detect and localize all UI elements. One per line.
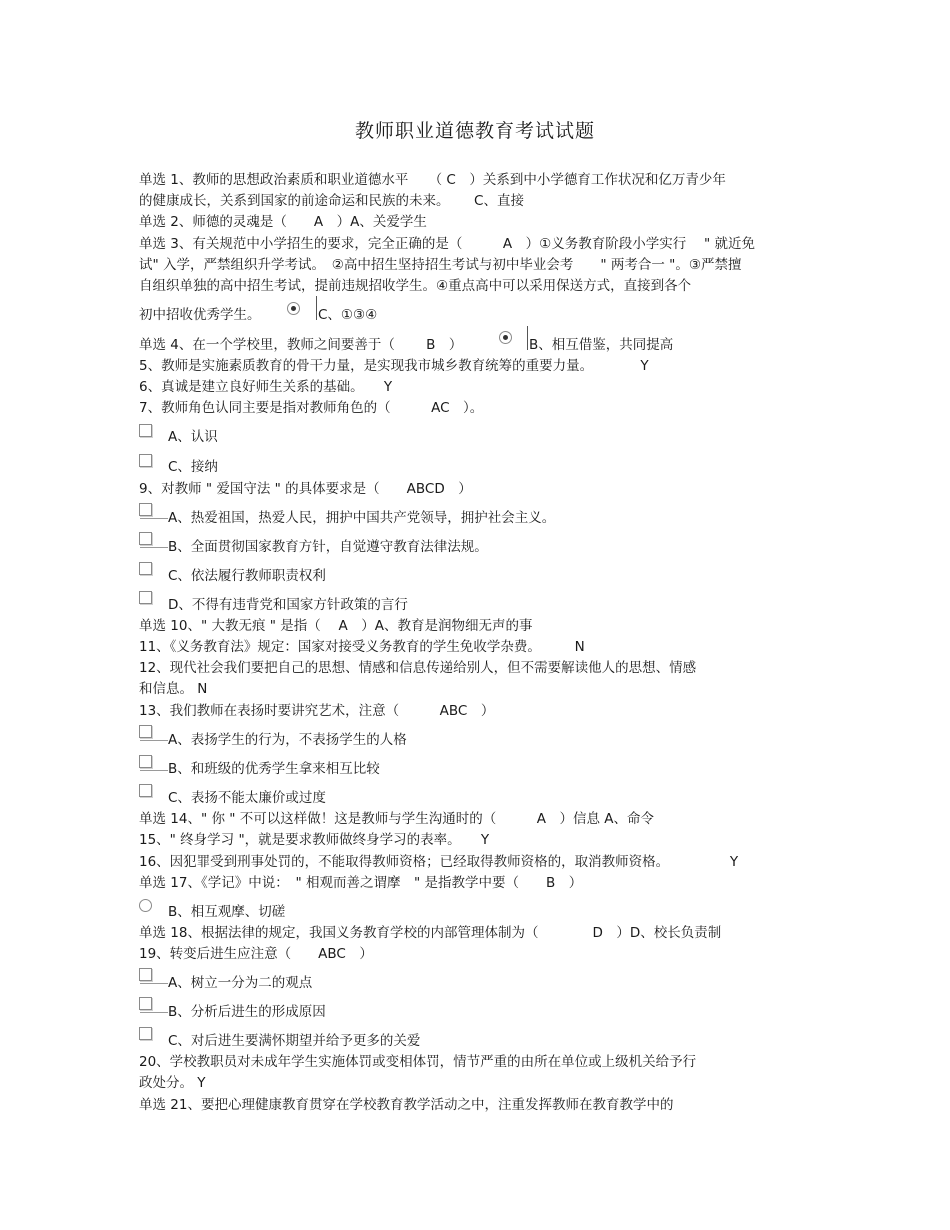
question-19: 19、转变后进生应注意（ ABC ） xyxy=(139,946,373,962)
divider xyxy=(527,326,528,350)
question-15: 15、" 终身学习 "，就是要求教师做终身学习的表率。 Y xyxy=(139,832,490,848)
radio-dot-icon xyxy=(503,335,508,340)
checkbox-icon[interactable] xyxy=(139,1027,152,1040)
question-21: 单选 21、要把心理健康教育贯穿在学校教育教学活动之中，注重发挥教师在教育教学中的 xyxy=(139,1097,674,1113)
checkbox-icon[interactable] xyxy=(139,968,152,981)
option-7a: A、认识 xyxy=(168,429,218,445)
question-3-line-2: 试" 入学，严禁组织升学考试。 ②高中招生坚持招生考试与初中毕业会考 " 两考合一 "。③严禁擅 xyxy=(139,257,742,273)
radio-button-icon[interactable] xyxy=(499,331,512,344)
question-5: 5、教师是实施素质教育的骨干力量，是实现我市城乡教育统筹的重要力量。 Y xyxy=(139,358,649,374)
checkbox-icon[interactable] xyxy=(139,591,152,604)
option-13a: A、表扬学生的行为，不表扬学生的人格 xyxy=(168,732,407,748)
option-13b: B、和班级的优秀学生拿来相互比较 xyxy=(168,761,380,777)
question-10: 单选 10、" 大教无痕 " 是指（ A ）A、教育是润物细无声的事 xyxy=(139,618,533,634)
checkbox-icon[interactable] xyxy=(139,784,152,797)
question-3-line-4: 初中招收优秀学生。 xyxy=(139,307,261,323)
question-16: 16、因犯罪受到刑事处罚的，不能取得教师资格；已经取得教师资格的，取消教师资格。 Y xyxy=(139,854,739,870)
question-3-line-3: 自组织单独的高中招生考试，提前违规招收学生。④重点高中可以采用保送方式，直接到各个 xyxy=(139,278,692,294)
option-19b: B、分析后进生的形成原因 xyxy=(168,1004,326,1020)
question-20-line-1: 20、学校教职员对未成年学生实施体罚或变相体罚，情节严重的由所在单位或上级机关给予行 xyxy=(139,1054,697,1070)
question-9: 9、对教师 " 爱国守法 " 的具体要求是（ ABCD ） xyxy=(139,481,472,497)
radio-button-icon[interactable] xyxy=(139,899,152,912)
question-3-line-1: 单选 3、有关规范中小学招生的要求，完全正确的是（ A ）①义务教育阶段小学实行 " 就近免 xyxy=(139,236,756,252)
radio-dot-icon xyxy=(291,306,296,311)
divider xyxy=(316,296,317,320)
question-12-line-1: 12、现代社会我们要把自己的思想、情感和信息传递给别人，但不需要解读他人的思想、情感 xyxy=(139,660,697,676)
checkbox-icon[interactable] xyxy=(139,562,152,575)
option-9c: C、依法履行教师职责权利 xyxy=(168,568,326,584)
radio-button-icon[interactable] xyxy=(287,302,300,315)
question-20-line-2: 政处分。 Y xyxy=(139,1075,206,1091)
option-7c: C、接纳 xyxy=(168,459,218,475)
option-9d: D、不得有违背党和国家方针政策的言行 xyxy=(168,597,408,613)
checkbox-icon[interactable] xyxy=(139,755,152,768)
question-12-line-2: 和信息。 N xyxy=(139,681,208,697)
checkbox-icon[interactable] xyxy=(139,424,152,437)
question-4-answer: B、相互借鉴，共同提高 xyxy=(529,337,674,353)
question-13: 13、我们教师在表扬时要讲究艺术，注意（ ABC ） xyxy=(139,703,495,719)
question-6: 6、真诚是建立良好师生关系的基础。 Y xyxy=(139,379,393,395)
option-19a: A、树立一分为二的观点 xyxy=(168,975,313,991)
checkbox-icon[interactable] xyxy=(139,454,152,467)
checkbox-icon[interactable] xyxy=(139,532,152,545)
question-17: 单选 17、《学记》中说： " 相观而善之谓摩 " 是指教学中要（ B ） xyxy=(139,875,583,891)
question-3-answer: C、①③④ xyxy=(318,307,378,323)
question-1-line-1: 单选 1、教师的思想政治素质和职业道德水平 （ C ）关系到中小学德育工作状况和亿万青少年 xyxy=(139,172,726,188)
question-18: 单选 18、根据法律的规定，我国义务教育学校的内部管理体制为（ D ）D、校长负责制 xyxy=(139,925,722,941)
question-4: 单选 4、在一个学校里，教师之间要善于（ B ） xyxy=(139,337,463,353)
page-title: 教师职业道德教育考试试题 xyxy=(354,120,595,142)
question-11: 11、《义务教育法》规定：国家对接受义务教育的学生免收学杂费。 N xyxy=(139,639,585,655)
option-13c: C、表扬不能太廉价或过度 xyxy=(168,790,326,806)
question-1-line-2: 的健康成长，关系到国家的前途命运和民族的未来。 C、直接 xyxy=(139,193,524,209)
question-14: 单选 14、" 你 " 不可以这样做！这是教师与学生沟通时的（ A ）信息 A、命令 xyxy=(139,811,655,827)
question-7: 7、教师角色认同主要是指对教师角色的（ AC ）。 xyxy=(139,400,484,416)
option-9a: A、热爱祖国，热爱人民，拥护中国共产党领导，拥护社会主义。 xyxy=(168,510,556,526)
checkbox-icon[interactable] xyxy=(139,503,152,516)
question-2: 单选 2、师德的灵魂是（ A ）A、关爱学生 xyxy=(139,214,427,230)
option-19c: C、对后进生要满怀期望并给予更多的关爱 xyxy=(168,1033,421,1049)
checkbox-icon[interactable] xyxy=(139,997,152,1010)
option-9b: B、全面贯彻国家教育方针，自觉遵守教育法律法规。 xyxy=(168,539,488,555)
checkbox-icon[interactable] xyxy=(139,725,152,738)
option-17b: B、相互观摩、切磋 xyxy=(168,904,286,920)
